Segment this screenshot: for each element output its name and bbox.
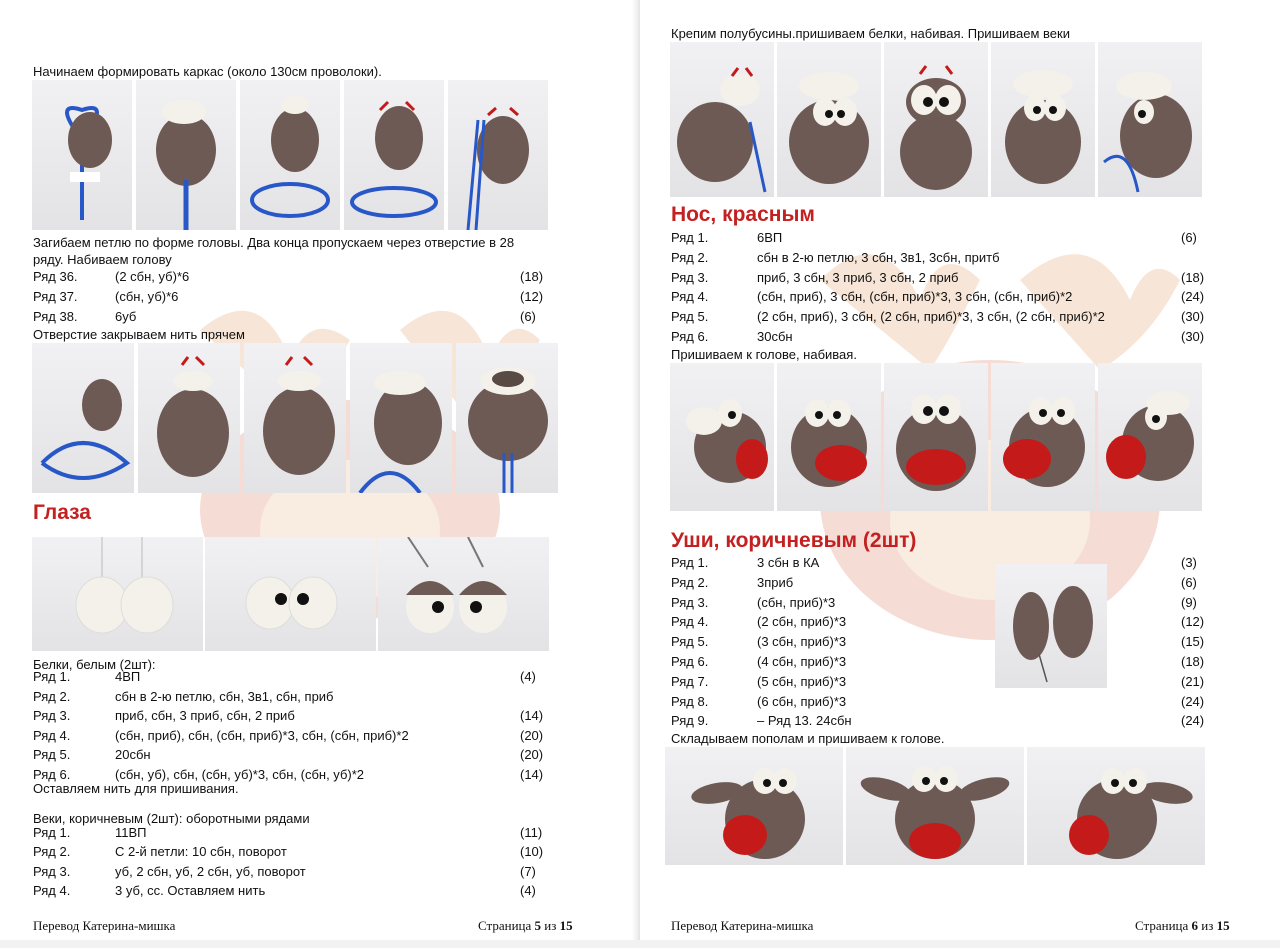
pattern-row	[671, 593, 1221, 613]
top-text: Крепим полубусины.пришиваем белки, набивая. Пришиваем веки	[671, 26, 1070, 41]
footer-page-number	[478, 918, 573, 934]
row-number: Ряд 5.	[671, 309, 709, 325]
pattern-row	[671, 307, 1221, 327]
row-instruction: (сбн, приб)*3	[757, 594, 836, 610]
eyes-heading: Глаза	[33, 501, 91, 524]
row-number: Ряд 8.	[671, 693, 709, 709]
footer-of-word-2: из	[1201, 918, 1214, 933]
row-stitch-count: (12)	[520, 289, 544, 304]
photo-nose-4	[991, 363, 1095, 511]
photo-nose-5	[1098, 363, 1202, 511]
photo-head-eyes-5	[1098, 42, 1202, 197]
row-instruction: 6уб	[115, 309, 137, 324]
row-number: Ряд 7.	[671, 673, 709, 689]
pattern-row	[671, 612, 1221, 632]
row-instruction: 20сбн	[115, 747, 151, 762]
row-instruction: – Ряд 13. 24сбн	[757, 713, 852, 729]
row-stitch-count: (30)	[1181, 329, 1205, 344]
photo-head-eyes-3	[884, 42, 988, 197]
row-stitch-count: (9)	[1181, 594, 1197, 610]
row-stitch-count: (21)	[1181, 673, 1205, 689]
row-instruction: 4ВП	[115, 669, 141, 684]
row-instruction: (4 сбн, приб)*3	[757, 654, 847, 669]
nose-heading: Нос, красным	[671, 203, 815, 226]
eyes-attached-photo-strip	[670, 42, 1202, 197]
footer-translator: Перевод Катерина-мишка	[33, 918, 176, 933]
pattern-row	[671, 711, 1221, 731]
photo-frame-step-1	[32, 80, 132, 230]
row-instruction: (3 сбн, приб)*3	[757, 634, 847, 650]
pattern-row	[671, 228, 1221, 248]
pattern-row	[671, 632, 1221, 652]
pattern-row	[671, 553, 1221, 573]
row-number: Ряд 4.	[671, 614, 709, 630]
row-instruction: (2 сбн, приб)*3	[757, 614, 847, 630]
row-instruction: уб, 2 сбн, уб, 2 сбн, уб, поворот	[115, 863, 306, 879]
row-instruction: 30сбн	[757, 329, 793, 344]
row-stitch-count: (30)	[1181, 309, 1205, 325]
row-number: Ряд 5.	[671, 634, 709, 650]
row-stitch-count: (3)	[1181, 555, 1197, 570]
photo-ears-attached-1	[665, 747, 843, 865]
row-instruction: 6ВП	[757, 230, 783, 245]
row-number: Ряд 4.	[33, 882, 71, 898]
row-instruction: (сбн, уб), сбн, (сбн, уб)*3, сбн, (сбн, уб)*2	[115, 766, 365, 782]
row-stitch-count: (14)	[520, 708, 544, 723]
row-stitch-count: (24)	[1181, 713, 1205, 729]
pattern-row	[33, 267, 560, 287]
row-instruction: 3приб	[757, 574, 794, 590]
row-number: Ряд 1.	[33, 669, 71, 684]
frame-photo-strip	[32, 80, 548, 230]
pattern-row	[671, 248, 1221, 268]
photo-ears	[995, 564, 1107, 688]
intro-text: Начинаем формировать каркас (около 130см проволоки).	[33, 64, 382, 79]
eyes-photo-strip	[32, 537, 549, 651]
row-number: Ряд 3.	[671, 594, 709, 610]
row-stitch-count: (20)	[520, 727, 544, 743]
row-stitch-count: (10)	[520, 844, 544, 860]
bottom-edge	[0, 940, 1280, 948]
row-stitch-count: (15)	[1181, 634, 1205, 650]
row-number: Ряд 4.	[671, 289, 709, 305]
row-number: Ряд 6.	[33, 766, 71, 782]
pattern-row	[33, 287, 560, 307]
pattern-row	[671, 327, 1221, 347]
photo-frame-step-3	[240, 80, 340, 230]
photo-frame-step-4	[344, 80, 444, 230]
close-text: Отверстие закрываем нить прячем	[33, 327, 245, 342]
pattern-row	[33, 706, 560, 726]
row-stitch-count: (11)	[520, 825, 543, 840]
ears-attached-photo-strip	[665, 747, 1205, 865]
photo-head-4	[350, 343, 452, 493]
row-number: Ряд 2.	[33, 844, 71, 860]
row-number: Ряд 36.	[33, 269, 78, 284]
row-instruction: приб, 3 сбн, 3 приб, 3 сбн, 2 приб	[757, 269, 959, 285]
row-instruction: (сбн, уб)*6	[115, 289, 179, 304]
footer-page-current-2: 6	[1191, 918, 1199, 933]
pattern-row	[671, 268, 1221, 288]
bend-text-line-2: ряду. Набиваем голову	[33, 252, 172, 267]
row-number: Ряд 3.	[33, 708, 71, 723]
row-instruction: (сбн, приб), 3 сбн, (сбн, приб)*3, 3 сбн, (сбн, приб)*2	[757, 289, 1073, 305]
photo-eye-pupils	[205, 537, 376, 651]
row-stitch-count: (4)	[520, 882, 536, 898]
photo-head-eyes-1	[670, 42, 774, 197]
whites-note: Оставляем нить для пришивания.	[33, 781, 239, 796]
photo-eye-lids	[378, 537, 549, 651]
ears-note: Складываем пополам и пришиваем к голове.	[671, 731, 945, 746]
footer-page-word-2: Страница	[1135, 918, 1189, 933]
pattern-row	[33, 862, 560, 882]
footer-translator-2: Перевод Катерина-мишка	[671, 918, 814, 933]
photo-head-eyes-2	[777, 42, 881, 197]
row-instruction: (6 сбн, приб)*3	[757, 693, 847, 709]
footer-page-total-2: 15	[1216, 918, 1230, 933]
photo-eye-whites	[32, 537, 203, 651]
row-number: Ряд 9.	[671, 713, 709, 729]
pattern-row	[671, 692, 1221, 712]
photo-head-5	[456, 343, 558, 493]
row-instruction: сбн в 2-ю петлю, сбн, 3в1, сбн, приб	[115, 688, 334, 704]
row-number: Ряд 2.	[33, 688, 71, 704]
row-number: Ряд 1.	[33, 825, 71, 840]
pattern-row	[33, 307, 560, 327]
photo-nose-3	[884, 363, 988, 511]
row-stitch-count: (6)	[520, 309, 536, 324]
row-number: Ряд 6.	[671, 654, 709, 669]
pattern-row	[671, 573, 1221, 593]
photo-frame-step-5	[448, 80, 548, 230]
row-stitch-count: (4)	[520, 669, 536, 684]
row-stitch-count: (7)	[520, 863, 536, 879]
head-photo-strip	[32, 343, 558, 493]
photo-nose-2	[777, 363, 881, 511]
pattern-row	[33, 823, 560, 843]
row-number: Ряд 3.	[33, 863, 71, 879]
pattern-row	[33, 667, 560, 687]
row-instruction: (2 сбн, уб)*6	[115, 269, 190, 284]
photo-frame-step-2	[136, 80, 236, 230]
footer-page-word: Страница	[478, 918, 532, 933]
pattern-row	[33, 687, 560, 707]
photo-head-2	[138, 343, 240, 493]
footer-of-word: из	[544, 918, 557, 933]
pattern-row	[671, 652, 1221, 672]
footer-page-total: 15	[559, 918, 573, 933]
row-instruction: приб, сбн, 3 приб, сбн, 2 приб	[115, 708, 295, 723]
row-instruction: (сбн, приб), сбн, (сбн, приб)*3, сбн, (сбн, приб)*2	[115, 727, 409, 743]
photo-head-1	[32, 343, 134, 493]
row-instruction: сбн в 2-ю петлю, 3 сбн, 3в1, 3сбн, притб	[757, 249, 1000, 265]
row-number: Ряд 1.	[671, 230, 709, 245]
row-number: Ряд 37.	[33, 289, 78, 304]
pattern-row	[33, 842, 560, 862]
row-number: Ряд 2.	[671, 574, 709, 590]
row-stitch-count: (24)	[1181, 693, 1205, 709]
row-stitch-count: (18)	[520, 269, 544, 284]
photo-ears-attached-3	[1027, 747, 1205, 865]
pattern-row	[33, 881, 560, 901]
page-6	[640, 0, 1280, 948]
pattern-row	[671, 287, 1221, 307]
nose-note: Пришиваем к голове, набивая.	[671, 347, 857, 362]
ears-heading: Уши, коричневым (2шт)	[671, 529, 917, 552]
row-stitch-count: (6)	[1181, 574, 1197, 590]
row-number: Ряд 6.	[671, 329, 709, 344]
nose-photo-strip	[670, 363, 1202, 511]
photo-nose-1	[670, 363, 774, 511]
row-instruction: 3 уб, сс. Оставляем нить	[115, 882, 266, 898]
row-number: Ряд 1.	[671, 555, 709, 570]
row-stitch-count: (20)	[520, 747, 544, 762]
row-number: Ряд 5.	[33, 747, 71, 762]
photo-head-eyes-4	[991, 42, 1095, 197]
photo-head-3	[244, 343, 346, 493]
row-number: Ряд 4.	[33, 727, 71, 743]
row-stitch-count: (12)	[1181, 614, 1205, 630]
row-instruction: С 2-й петли: 10 сбн, поворот	[115, 844, 287, 860]
whites-title: Белки, белым (2шт):	[33, 657, 156, 672]
lids-title: Веки, коричневым (2шт): оборотными рядами	[33, 811, 310, 826]
row-number: Ряд 2.	[671, 249, 709, 265]
row-instruction: 11ВП	[115, 825, 147, 840]
footer-page-number-2	[1135, 918, 1230, 934]
pattern-row	[33, 745, 560, 765]
bend-text-line-1: Загибаем петлю по форме головы. Два конца пропускаем через отверстие в 28	[33, 235, 515, 250]
row-stitch-count: (24)	[1181, 289, 1205, 305]
pattern-row	[33, 726, 560, 746]
row-stitch-count: (6)	[1181, 230, 1197, 245]
footer-page-current: 5	[534, 918, 542, 933]
pattern-row	[671, 672, 1221, 692]
row-instruction: (5 сбн, приб)*3	[757, 673, 847, 689]
row-number: Ряд 3.	[671, 269, 709, 285]
row-number: Ряд 38.	[33, 309, 78, 324]
row-stitch-count: (18)	[1181, 654, 1205, 669]
row-instruction: 3 сбн в КА	[757, 555, 820, 570]
row-stitch-count: (14)	[520, 766, 544, 782]
row-stitch-count: (18)	[1181, 269, 1205, 285]
photo-ears-attached-2	[846, 747, 1024, 865]
row-instruction: (2 сбн, приб), 3 сбн, (2 сбн, приб)*3, 3 сбн, (2 сбн, приб)*2	[757, 309, 1105, 325]
